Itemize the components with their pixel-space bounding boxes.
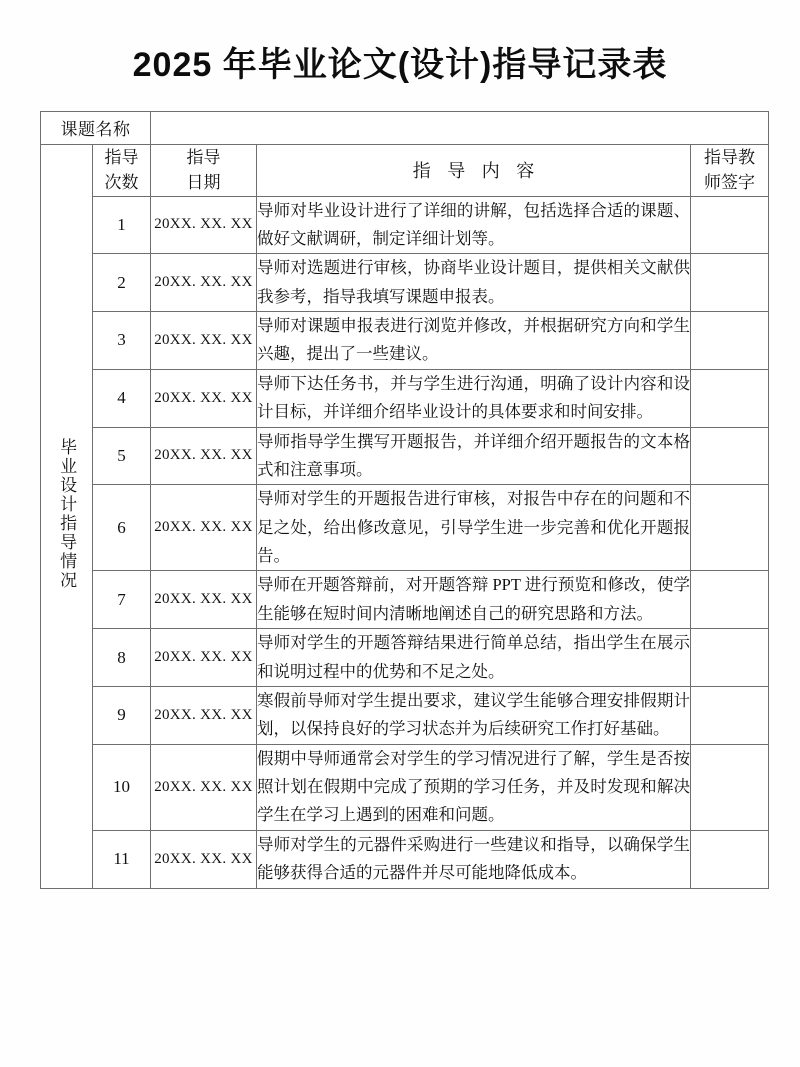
- row-signature[interactable]: [691, 369, 769, 427]
- row-content[interactable]: 寒假前导师对学生提出要求，建议学生能够合理安排假期计划，以保持良好的学习状态并为后续研究工作打好基础。: [257, 686, 691, 744]
- row-content[interactable]: 导师下达任务书，并与学生进行沟通，明确了设计内容和设计目标，并详细介绍毕业设计的具体要求和时间安排。: [257, 369, 691, 427]
- row-date[interactable]: 20XX. XX. XX: [151, 196, 257, 254]
- row-content[interactable]: 导师对学生的开题报告进行审核，对报告中存在的问题和不足之处，给出修改意见，引导学生进一步完善和优化开题报告。: [257, 485, 691, 571]
- column-header-signature-line2: 师签字: [704, 173, 755, 192]
- column-header-count: [93, 144, 151, 196]
- row-number: 6: [93, 485, 151, 571]
- topic-name-label: 课题名称: [41, 111, 151, 144]
- row-content[interactable]: 导师对学生的元器件采购进行一些建议和指导，以确保学生能够获得合适的元器件并尽可能地降低成本。: [257, 830, 691, 888]
- row-content[interactable]: 导师指导学生撰写开题报告，并详细介绍开题报告的文本格式和注意事项。: [257, 427, 691, 485]
- row-signature[interactable]: [691, 254, 769, 312]
- page-title: 2025 年毕业论文(设计)指导记录表: [132, 46, 668, 84]
- table-row: [41, 485, 769, 571]
- row-date[interactable]: 20XX. XX. XX: [151, 312, 257, 370]
- row-number: 9: [93, 686, 151, 744]
- row-number: 8: [93, 629, 151, 687]
- row-signature[interactable]: [691, 830, 769, 888]
- row-date[interactable]: 20XX. XX. XX: [151, 629, 257, 687]
- row-signature[interactable]: [691, 686, 769, 744]
- table-row: [41, 369, 769, 427]
- row-signature[interactable]: [691, 196, 769, 254]
- table-row: [41, 254, 769, 312]
- row-number: 2: [93, 254, 151, 312]
- record-table-container: [40, 111, 768, 889]
- row-number: 1: [93, 196, 151, 254]
- topic-row: [41, 111, 769, 144]
- section-side-label: [41, 144, 93, 888]
- table-row: [41, 571, 769, 629]
- row-number: 5: [93, 427, 151, 485]
- row-number: 10: [93, 744, 151, 830]
- column-header-count-line1: 指导: [104, 147, 139, 167]
- row-content[interactable]: 导师对毕业设计进行了详细的讲解，包括选择合适的课题、做好文献调研，制定详细计划等。: [257, 196, 691, 254]
- column-header-signature-line1: 指导教: [704, 147, 755, 167]
- row-signature[interactable]: [691, 427, 769, 485]
- row-content[interactable]: 导师对选题进行审核，协商毕业设计题目，提供相关文献供我参考，指导我填写课题申报表。: [257, 254, 691, 312]
- row-content[interactable]: 导师在开题答辩前，对开题答辩 PPT 进行预览和修改，使学生能够在短时间内清晰地阐述自己的研究思路和方法。: [257, 571, 691, 629]
- column-header-date-line2: 日期: [186, 173, 221, 192]
- row-signature[interactable]: [691, 571, 769, 629]
- column-header-date-line1: 指导: [186, 147, 221, 167]
- row-signature[interactable]: [691, 485, 769, 571]
- table-row: [41, 196, 769, 254]
- section-side-label-text: 毕业设计指导情况: [57, 437, 77, 590]
- table-row: [41, 744, 769, 830]
- row-content[interactable]: 导师对学生的开题答辩结果进行简单总结，指出学生在展示和说明过程中的优势和不足之处。: [257, 629, 691, 687]
- row-date[interactable]: 20XX. XX. XX: [151, 744, 257, 830]
- table-row: [41, 629, 769, 687]
- table-row: [41, 312, 769, 370]
- row-date[interactable]: 20XX. XX. XX: [151, 571, 257, 629]
- row-date[interactable]: 20XX. XX. XX: [151, 254, 257, 312]
- table-row: [41, 427, 769, 485]
- column-header-count-line2: 次数: [104, 173, 139, 192]
- row-date[interactable]: 20XX. XX. XX: [151, 369, 257, 427]
- row-content[interactable]: 假期中导师通常会对学生的学习情况进行了解，学生是否按照计划在假期中完成了预期的学习任务，并及时发现和解决学生在学习上遇到的困难和问题。: [257, 744, 691, 830]
- column-header-date: [151, 144, 257, 196]
- topic-name-value[interactable]: [151, 111, 769, 144]
- row-date[interactable]: 20XX. XX. XX: [151, 830, 257, 888]
- row-content[interactable]: 导师对课题申报表进行浏览并修改，并根据研究方向和学生兴趣，提出了一些建议。: [257, 312, 691, 370]
- row-number: 3: [93, 312, 151, 370]
- row-signature[interactable]: [691, 629, 769, 687]
- table-header-row: [41, 144, 769, 196]
- table-row: [41, 686, 769, 744]
- guidance-record-table: [40, 111, 769, 889]
- column-header-content: 指 导 内 容: [257, 144, 691, 196]
- row-date[interactable]: 20XX. XX. XX: [151, 485, 257, 571]
- table-body: [41, 111, 769, 888]
- row-date[interactable]: 20XX. XX. XX: [151, 686, 257, 744]
- row-number: 7: [93, 571, 151, 629]
- column-header-signature: [691, 144, 769, 196]
- row-signature[interactable]: [691, 312, 769, 370]
- row-number: 11: [93, 830, 151, 888]
- row-number: 4: [93, 369, 151, 427]
- row-signature[interactable]: [691, 744, 769, 830]
- row-date[interactable]: 20XX. XX. XX: [151, 427, 257, 485]
- table-row: [41, 830, 769, 888]
